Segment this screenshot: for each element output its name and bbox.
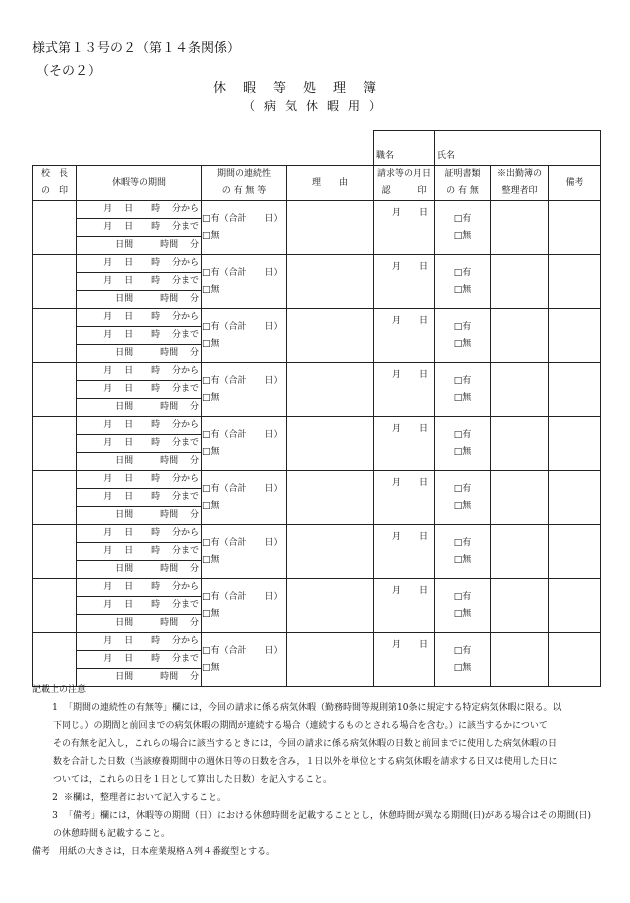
period-total: 日間 時間 分: [115, 618, 199, 628]
principal-seal-cell[interactable]: [33, 525, 77, 579]
col-request-line1: 請求等の月日: [376, 169, 431, 179]
period-to: 月 日 時 分まで: [77, 542, 201, 561]
period-cell[interactable]: [77, 417, 202, 471]
period-cell[interactable]: [77, 525, 202, 579]
period-cell[interactable]: [77, 471, 202, 525]
reason-cell[interactable]: [287, 633, 374, 687]
note-item-2: [32, 789, 612, 807]
entry-row: [33, 417, 601, 471]
certificate-cell[interactable]: [435, 633, 491, 687]
col-remarks: 備考: [549, 166, 601, 201]
page-title: 休暇等処理簿: [213, 81, 394, 96]
continuity-cell[interactable]: [202, 363, 287, 417]
certificate-yes-option[interactable]: □有: [453, 645, 472, 656]
continuity-cell[interactable]: [202, 201, 287, 255]
remarks-cell[interactable]: [549, 363, 601, 417]
continuity-cell[interactable]: [202, 579, 287, 633]
certificate-no-option[interactable]: □無: [453, 608, 472, 619]
period-total: 日間 時間 分: [115, 510, 199, 520]
note-1-line: ついては，これらの日を１日として算出した日数）を記入すること。: [53, 775, 333, 785]
request-date: 月 日: [391, 640, 428, 650]
principal-seal-cell[interactable]: [33, 579, 77, 633]
request-date: 月 日: [391, 370, 428, 380]
col-principal-seal: [33, 166, 77, 201]
note-1-number: 1: [52, 703, 58, 713]
attendance-seal-cell[interactable]: [491, 255, 549, 309]
form-number: 様式第１３号の２（第１４条関係）: [32, 41, 241, 56]
note-3-number: 3: [52, 811, 58, 821]
note-1-line: 数を合計した日数（当該療養期間中の週休日等の日数を含み，１日以外を単位とする病気休暇を請求する日又は使用した日に: [53, 757, 558, 767]
col-continuity: [202, 166, 287, 201]
remarks-cell[interactable]: [549, 579, 601, 633]
reason-cell[interactable]: [287, 471, 374, 525]
reason-cell[interactable]: [287, 579, 374, 633]
job-title-field[interactable]: [374, 131, 435, 166]
reason-cell[interactable]: [287, 255, 374, 309]
principal-seal-cell[interactable]: [33, 417, 77, 471]
period-cell[interactable]: [77, 201, 202, 255]
entry-row: [33, 471, 601, 525]
certificate-cell[interactable]: [435, 201, 491, 255]
remarks-cell[interactable]: [549, 471, 601, 525]
period-to: 月 日 時 分まで: [77, 434, 201, 453]
certificate-yes-option[interactable]: □有: [453, 429, 472, 440]
continuity-no-option[interactable]: □無: [202, 554, 220, 565]
continuity-cell[interactable]: [202, 309, 287, 363]
attendance-seal-cell[interactable]: [491, 363, 549, 417]
continuity-yes-option[interactable]: □有（合計 日）: [202, 375, 283, 386]
request-date-cell[interactable]: [374, 579, 435, 633]
note-1-line: 「期間の連続性の有無等」欄には，今回の請求に係る病気休暇（勤務時間等規則第10条に規定する特定病気休暇に限る。以: [64, 703, 562, 713]
certificate-yes-option[interactable]: □有: [453, 267, 472, 278]
request-date-cell[interactable]: [374, 363, 435, 417]
certificate-yes-option[interactable]: □有: [453, 213, 472, 224]
note-2-number: 2: [52, 793, 58, 803]
col-certificate: [435, 166, 491, 201]
request-date: 月 日: [391, 424, 428, 434]
job-name-row: [33, 131, 601, 166]
col-request: [374, 166, 435, 201]
period-cell[interactable]: [77, 309, 202, 363]
period-cell[interactable]: [77, 255, 202, 309]
note-3-line: 「備考」欄には，休暇等の期間（日）における休憩時間を記載することとし，休憩時間が異なる期間(日)がある場合はその期間(日): [64, 811, 592, 821]
remarks-cell[interactable]: [549, 525, 601, 579]
certificate-yes-option[interactable]: □有: [453, 375, 472, 386]
col-certificate-line2: の 有 無: [446, 186, 479, 196]
principal-seal-cell[interactable]: [33, 363, 77, 417]
reason-cell[interactable]: [287, 363, 374, 417]
continuity-cell[interactable]: [202, 633, 287, 687]
header-row: [33, 166, 601, 201]
period-from: 月 日 時 分から: [103, 582, 199, 592]
attendance-seal-cell[interactable]: [491, 201, 549, 255]
continuity-yes-option[interactable]: □有（合計 日）: [202, 267, 283, 278]
paper-size-remark: 備考 用紙の大きさは，日本産業規格Ａ列４番縦型とする。: [32, 847, 276, 857]
principal-seal-cell[interactable]: [33, 309, 77, 363]
period-to: 月 日 時 分まで: [77, 488, 201, 507]
col-continuity-line2: の 有 無 等: [221, 186, 267, 196]
certificate-yes-option[interactable]: □有: [453, 537, 472, 548]
continuity-no-option[interactable]: □無: [202, 500, 220, 511]
note-1-line: その有無を記入し，これらの場合に該当するときには，今回の請求に係る病気休暇の日数と前回までに使用した病気休暇の日: [53, 739, 558, 749]
continuity-no-option[interactable]: □無: [202, 392, 220, 403]
request-date-cell[interactable]: [374, 255, 435, 309]
reason-cell[interactable]: [287, 525, 374, 579]
principal-seal-cell[interactable]: [33, 633, 77, 687]
note-item-1: [32, 699, 612, 717]
continuity-yes-option[interactable]: □有（合計 日）: [202, 483, 283, 494]
certificate-no-option[interactable]: □無: [453, 662, 472, 673]
certificate-no-option[interactable]: □無: [453, 230, 472, 241]
name-label: 氏名: [437, 150, 456, 161]
remarks-cell[interactable]: [549, 309, 601, 363]
remarks-cell[interactable]: [549, 201, 601, 255]
col-principal-line1: 校 長: [40, 169, 68, 179]
certificate-cell[interactable]: [435, 255, 491, 309]
continuity-no-option[interactable]: □無: [202, 284, 220, 295]
notes-section: [32, 681, 612, 861]
continuity-no-option[interactable]: □無: [202, 230, 220, 241]
continuity-cell[interactable]: [202, 417, 287, 471]
period-total: 日間 時間 分: [115, 294, 199, 304]
attendance-seal-cell[interactable]: [491, 417, 549, 471]
period-from: 月 日 時 分から: [103, 204, 199, 214]
period-from: 月 日 時 分から: [103, 258, 199, 268]
certificate-cell[interactable]: [435, 417, 491, 471]
attendance-seal-cell[interactable]: [491, 579, 549, 633]
period-to: 月 日 時 分まで: [77, 326, 201, 345]
period-from: 月 日 時 分から: [103, 420, 199, 430]
request-date: 月 日: [391, 478, 428, 488]
job-title-label: 職名: [376, 150, 395, 161]
certificate-cell[interactable]: [435, 525, 491, 579]
period-to: 月 日 時 分まで: [77, 650, 201, 669]
period-cell[interactable]: [77, 363, 202, 417]
continuity-cell[interactable]: [202, 471, 287, 525]
period-total: 日間 時間 分: [115, 672, 199, 682]
period-from: 月 日 時 分から: [103, 474, 199, 484]
continuity-no-option[interactable]: □無: [202, 338, 220, 349]
request-date: 月 日: [391, 586, 428, 596]
request-date: 月 日: [391, 532, 428, 542]
principal-seal-cell[interactable]: [33, 201, 77, 255]
continuity-cell[interactable]: [202, 525, 287, 579]
entry-row: [33, 579, 601, 633]
period-to: 月 日 時 分まで: [77, 218, 201, 237]
continuity-no-option[interactable]: □無: [202, 662, 220, 673]
request-date: 月 日: [391, 262, 428, 272]
note-2-text: ※欄は，整理者において記入すること。: [64, 793, 227, 803]
request-date-cell[interactable]: [374, 525, 435, 579]
remarks-cell[interactable]: [549, 255, 601, 309]
period-to: 月 日 時 分まで: [77, 380, 201, 399]
entry-row: [33, 309, 601, 363]
col-reason: 理 由: [287, 166, 374, 201]
reason-cell[interactable]: [287, 201, 374, 255]
attendance-seal-cell[interactable]: [491, 471, 549, 525]
continuity-yes-option[interactable]: □有（合計 日）: [202, 591, 283, 602]
continuity-no-option[interactable]: □無: [202, 608, 220, 619]
principal-seal-cell[interactable]: [33, 471, 77, 525]
leave-ledger-table: [32, 130, 601, 687]
reason-cell[interactable]: [287, 417, 374, 471]
period-from: 月 日 時 分から: [103, 312, 199, 322]
col-principal-line2: の 印: [40, 186, 68, 196]
continuity-yes-option[interactable]: □有（合計 日）: [202, 429, 283, 440]
entry-row: [33, 525, 601, 579]
certificate-cell[interactable]: [435, 471, 491, 525]
remarks-cell[interactable]: [549, 633, 601, 687]
entry-row: [33, 201, 601, 255]
request-date: 月 日: [391, 208, 428, 218]
request-date-cell[interactable]: [374, 309, 435, 363]
col-attendance: [491, 166, 549, 201]
period-total: 日間 時間 分: [115, 348, 199, 358]
note-3-line: の休憩時間も記載すること。: [53, 829, 171, 839]
period-cell[interactable]: [77, 633, 202, 687]
certificate-no-option[interactable]: □無: [453, 284, 472, 295]
period-total: 日間 時間 分: [115, 456, 199, 466]
certificate-cell[interactable]: [435, 309, 491, 363]
continuity-no-option[interactable]: □無: [202, 446, 220, 457]
period-from: 月 日 時 分から: [103, 366, 199, 376]
period-from: 月 日 時 分から: [103, 636, 199, 646]
col-continuity-line1: 期間の連続性: [216, 169, 271, 179]
certificate-no-option[interactable]: □無: [453, 446, 472, 457]
notes-heading: 記載上の注意: [32, 685, 87, 695]
note-item-3: [32, 807, 612, 825]
certificate-no-option[interactable]: □無: [453, 338, 472, 349]
continuity-yes-option[interactable]: □有（合計 日）: [202, 645, 283, 656]
certificate-no-option[interactable]: □無: [453, 500, 472, 511]
note-1-line: 下同じ。）の期間と前回までの病気休暇の期間が連続する場合（連続するものとされる場合を含む。）に該当するかについて: [53, 721, 548, 731]
col-attendance-line1: ※出勤簿の: [496, 169, 542, 179]
request-date-cell[interactable]: [374, 201, 435, 255]
remarks-cell[interactable]: [549, 417, 601, 471]
reason-cell[interactable]: [287, 309, 374, 363]
request-date-cell[interactable]: [374, 633, 435, 687]
period-from: 月 日 時 分から: [103, 528, 199, 538]
certificate-yes-option[interactable]: □有: [453, 483, 472, 494]
request-date: 月 日: [391, 316, 428, 326]
entry-row: [33, 633, 601, 687]
form-sub-number: （その２）: [36, 64, 102, 79]
certificate-cell[interactable]: [435, 579, 491, 633]
continuity-yes-option[interactable]: □有（合計 日）: [202, 537, 283, 548]
entry-row: [33, 363, 601, 417]
period-total: 日間 時間 分: [115, 564, 199, 574]
continuity-cell[interactable]: [202, 255, 287, 309]
period-total: 日間 時間 分: [115, 402, 199, 412]
certificate-yes-option[interactable]: □有: [453, 321, 472, 332]
period-total: 日間 時間 分: [115, 240, 199, 250]
col-request-line2: 認 印: [381, 186, 427, 196]
certificate-no-option[interactable]: □無: [453, 392, 472, 403]
entry-row: [33, 255, 601, 309]
continuity-yes-option[interactable]: □有（合計 日）: [202, 321, 283, 332]
request-date-cell[interactable]: [374, 417, 435, 471]
certificate-yes-option[interactable]: □有: [453, 591, 472, 602]
page-subtitle: （病気休暇用）: [243, 99, 391, 113]
attendance-seal-cell[interactable]: [491, 633, 549, 687]
period-cell[interactable]: [77, 579, 202, 633]
name-field[interactable]: [435, 131, 601, 166]
request-date-cell[interactable]: [374, 471, 435, 525]
continuity-yes-option[interactable]: □有（合計 日）: [202, 213, 283, 224]
period-to: 月 日 時 分まで: [77, 272, 201, 291]
certificate-no-option[interactable]: □無: [453, 554, 472, 565]
principal-seal-cell[interactable]: [33, 255, 77, 309]
col-attendance-line2: 整理者印: [501, 186, 538, 196]
col-certificate-line1: 証明書類: [444, 169, 481, 179]
attendance-seal-cell[interactable]: [491, 525, 549, 579]
period-to: 月 日 時 分まで: [77, 596, 201, 615]
certificate-cell[interactable]: [435, 363, 491, 417]
attendance-seal-cell[interactable]: [491, 309, 549, 363]
col-period: 休暇等の期間: [77, 166, 202, 201]
